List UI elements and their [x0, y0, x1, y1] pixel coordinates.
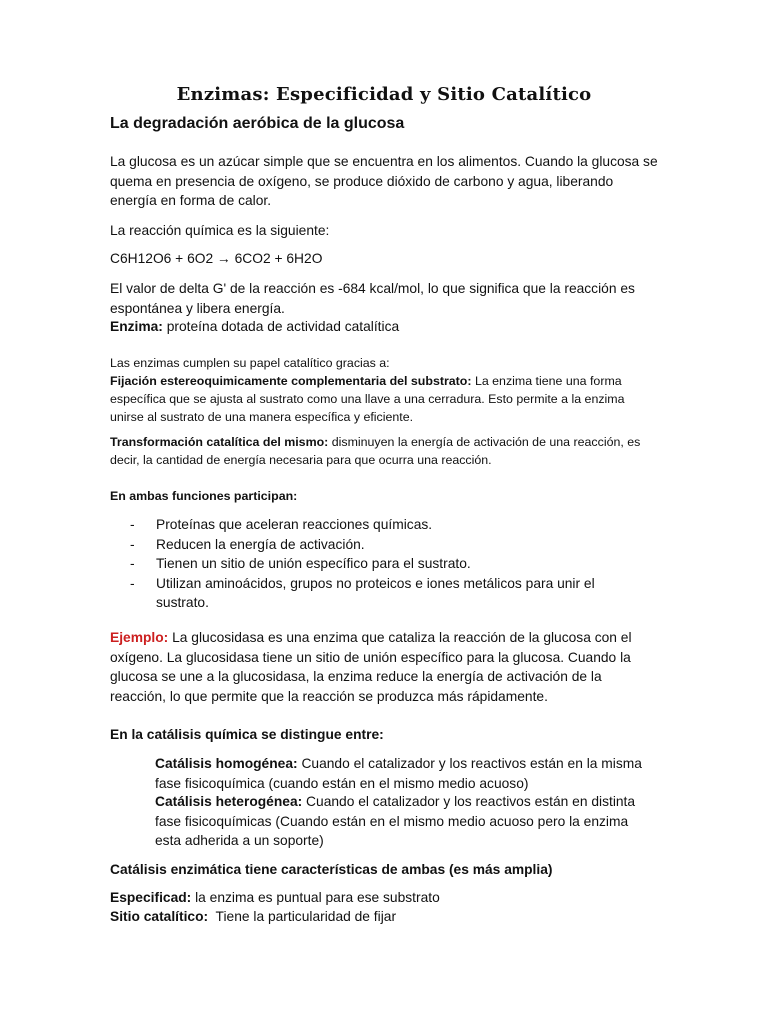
- dash-marker: -: [130, 556, 135, 571]
- list-item-text: Proteínas que aceleran reacciones químicas.: [156, 517, 433, 532]
- especificad-line: [110, 888, 660, 908]
- sitio-text: Tiene la particularidad de fijar: [208, 909, 397, 924]
- homogenea-text: Cuando el catalizador y los reactivos están en la misma fase fisicoquímica (cuando están en el mismo medio acuoso): [155, 756, 642, 791]
- homogenea-label: Catálisis homogénea:: [155, 756, 298, 771]
- catalisis-heading: En la catálisis química se distingue entre:: [110, 727, 384, 742]
- especificad-text: la enzima es puntual para ese substrato: [191, 890, 440, 905]
- list-item: [130, 515, 640, 535]
- heterogenea-label: Catálisis heterogénea:: [155, 794, 303, 809]
- enzima-definition: [110, 317, 660, 337]
- list-item: [130, 535, 640, 555]
- enzima-text: proteína dotada de actividad catalítica: [162, 319, 400, 334]
- fijacion-paragraph: [110, 373, 660, 426]
- heterogenea-text: Cuando el catalizador y los reactivos están en distinta fase fisicoquímicas (Cuando están en el mismo medio acuoso pero la enzima esta adherida a un soporte): [155, 794, 636, 848]
- functions-list: [130, 515, 640, 613]
- transformacion-label: Transformación catalítica del mismo:: [110, 435, 329, 449]
- delta-g-paragraph: El valor de delta G' de la reacción es -684 kcal/mol, lo que significa que la reacción es espontánea y libera energía.: [110, 281, 635, 316]
- list-item-text: Reducen la energía de activación.: [156, 536, 365, 552]
- list-item: [130, 574, 640, 613]
- ejemplo-paragraph: [110, 628, 660, 706]
- enzima-label: Enzima:: [110, 319, 163, 334]
- enzimatica-heading: Catálisis enzimática tiene características de ambas (es más amplia): [110, 862, 553, 877]
- dash-marker: -: [130, 517, 135, 532]
- list-item-text: Utilizan aminoácidos, grupos no proteicos e iones metálicos para unir el sustrato.: [156, 575, 595, 610]
- ejemplo-text: La glucosidasa es una enzima que cataliza la reacción de la glucosa con el oxígeno. La glucosidasa tiene un sitio de unión específico para la glucosa. Cuando la glucosa se une a la glucosidasa, la enzima reduce la energía de activación de la reacción, lo que permite que la reacción se produzca más rápidamente.: [110, 630, 632, 704]
- dash-marker: -: [130, 575, 135, 591]
- intro-paragraph: La glucosa es un azúcar simple que se encuentra en los alimentos. Cuando la glucosa se quema en presencia de oxígeno, se produce dióxido de carbono y agua, liberando energía en forma de calor.: [110, 154, 658, 208]
- list-item: [130, 554, 640, 574]
- list-item-text: Tienen un sitio de unión específico para el sustrato.: [156, 556, 471, 571]
- roles-intro: Las enzimas cumplen su papel catalítico gracias a:: [110, 356, 390, 370]
- fijacion-label: Fijación estereoquimicamente complementaria del substrato:: [110, 374, 472, 388]
- fijacion-text: La enzima tiene una forma específica que se ajusta al sustrato como una llave a una cerradura. Esto permite a la enzima unirse al sustrato de una manera específica y eficiente.: [110, 374, 625, 424]
- document-title: Enzimas: Especificidad y Sitio Catalítico: [176, 84, 592, 105]
- ejemplo-label: Ejemplo:: [110, 630, 169, 645]
- section-subtitle: La degradación aeróbica de la glucosa: [110, 115, 405, 132]
- homogenea-paragraph: [155, 754, 655, 793]
- dash-marker: -: [130, 536, 135, 552]
- reaction-intro: La reacción química es la siguiente:: [110, 223, 330, 238]
- ambas-heading: En ambas funciones participan:: [110, 489, 298, 503]
- chemical-equation: C6H12O6 + 6O2 → 6CO2 + 6H2O: [110, 251, 323, 266]
- sitio-label: Sitio catalítico:: [110, 909, 209, 924]
- transformacion-paragraph: [110, 434, 660, 470]
- heterogenea-paragraph: [155, 792, 655, 851]
- sitio-line: [110, 907, 660, 927]
- transformacion-text: disminuyen la energía de activación de una reacción, es decir, la cantidad de energía necesaria para que ocurra una reacción.: [110, 435, 641, 467]
- especificad-label: Especificad:: [110, 890, 192, 905]
